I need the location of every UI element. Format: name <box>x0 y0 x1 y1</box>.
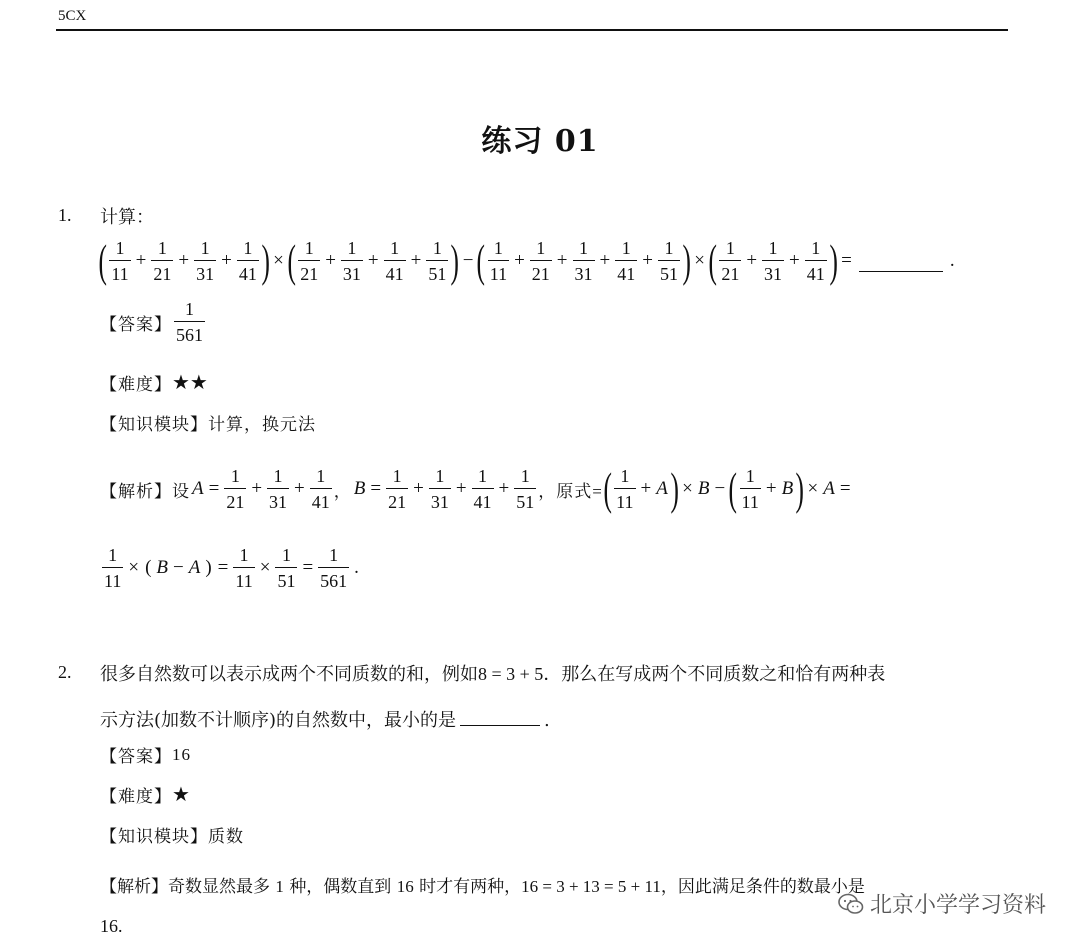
fraction: $\frac{1}{51}$ <box>516 465 535 513</box>
header-code: 5CX <box>58 8 87 24</box>
q2-difficulty <box>100 782 190 807</box>
fraction: $\frac{1}{51}$ <box>277 545 296 592</box>
fraction: $\frac{1}{21}$ <box>300 237 319 285</box>
fraction: $\frac{1}{31}$ <box>764 237 783 285</box>
fraction: $\frac{1}{41}$ <box>385 237 404 285</box>
q2-analysis-line1: 【解析】奇数显然最多 1 种，偶数直到 16 时才有两种，16 = 3 + 13 = 5 + 11，因此满足条件的数最小是 <box>100 877 865 897</box>
q2-line2: 示方法(加数不计顺序)的自然数中，最小的是 . <box>100 706 550 732</box>
fraction: $\frac{1}{41}$ <box>238 237 257 285</box>
module-text: 质数 <box>208 827 244 846</box>
fraction: $\frac{1}{21}$ <box>531 237 550 285</box>
star-icon: ★★ <box>172 372 208 394</box>
watermark <box>838 888 1046 919</box>
fraction: $\frac{1}{11}$ <box>616 465 634 513</box>
fraction: $\frac{1}{41}$ <box>806 237 825 285</box>
difficulty-label: 【难度】 <box>100 375 172 394</box>
paren-open: ( <box>476 235 486 286</box>
q1-analysis-line1: 【解析】 设 A = $\frac{1}{21}$ + $\frac{1}{31}$ + $\frac{1}{41}$ ， B = $\frac{1}{21}$ + $\frac{1}{31}$ + $\frac{1}{41}$ + $\frac{1}{51}$ ， 原式= ( $\frac{1}{11}$ + A ) × B − ( $\frac{1}{11}$ + B ) × A = <box>100 463 851 514</box>
fraction: $\frac{1}{41}$ <box>617 237 636 285</box>
header-rule <box>56 29 1008 31</box>
fraction: $\frac{1}{21}$ <box>388 465 407 513</box>
fraction: $\frac{1}{21}$ <box>153 237 172 285</box>
answer-label: 【答案】 <box>100 747 172 766</box>
paren-open: ( <box>287 235 296 286</box>
module-label: 【知识模块】 <box>100 415 208 434</box>
answer-value: 16 <box>172 744 191 764</box>
paren-open: ( <box>98 235 107 286</box>
q2-answer <box>100 742 191 767</box>
fraction: $\frac{1}{41}$ <box>473 465 492 513</box>
module-label: 【知识模块】 <box>100 827 208 846</box>
fraction: $\frac{1}{31}$ <box>574 237 593 285</box>
q2-number: 2. <box>58 662 72 682</box>
q1-prompt: 计算： <box>100 207 154 228</box>
fraction: $\frac{1}{11}$ <box>235 545 253 592</box>
difficulty-label: 【难度】 <box>100 787 172 806</box>
q1-expression: ( $\frac{1}{11}$ + $\frac{1}{21}$ + $\frac{1}{31}$ + $\frac{1}{41}$ ) × ( $\frac{1}{21}$ + $\frac{1}{31}$ + $\frac{1}{41}$ + $\frac{1}{51}$ ) − ( $\frac{1}{11}$ + $\frac{1}{21}$ + $\frac{1}{31}$ + $\frac{1}{41}$ + $\frac{1}{51}$ ) × ( $\frac{1}{21}$ + $\frac{1}{31}$ + $\frac{1}{41}$ ) = . <box>98 235 955 286</box>
q1-analysis-line2: $\frac{1}{11}$ × ( B − A ) = $\frac{1}{11}$ × $\frac{1}{51}$ = $\frac{1}{561}$ . <box>104 545 359 592</box>
fraction: $\frac{1}{11}$ <box>489 237 508 285</box>
paren-close: ) <box>450 235 460 286</box>
fraction: $\frac{1}{11}$ <box>111 237 129 285</box>
answer-label: 【答案】 <box>100 314 172 334</box>
paren-close: ) <box>261 235 270 286</box>
fraction: $\frac{1}{21}$ <box>226 465 245 513</box>
fraction: $\frac{1}{561}$ <box>320 545 348 592</box>
fraction: $\frac{1}{31}$ <box>196 237 215 285</box>
page-title: 练习 01 <box>481 124 599 159</box>
paren-close: ) <box>682 235 691 286</box>
answer-fraction: $\frac{1}{561}$ <box>176 299 203 346</box>
paren-close: ) <box>829 235 838 286</box>
q1-number: 1. <box>58 205 72 225</box>
fraction: $\frac{1}{51}$ <box>659 237 678 285</box>
answer-blank <box>859 251 943 272</box>
module-text: 计算，换元法 <box>208 415 316 434</box>
paren-open: ( <box>708 235 717 286</box>
analysis-label: 【解析】 <box>100 481 172 501</box>
fraction: $\frac{1}{31}$ <box>430 465 449 513</box>
fraction: $\frac{1}{31}$ <box>269 465 288 513</box>
star-icon: ★ <box>172 784 190 806</box>
q2-module <box>100 822 244 847</box>
q1-difficulty <box>100 370 208 395</box>
fraction: $\frac{1}{11}$ <box>741 465 759 513</box>
q1-answer <box>100 300 207 344</box>
answer-blank <box>460 707 540 726</box>
fraction: $\frac{1}{41}$ <box>311 465 330 513</box>
fraction: $\frac{1}{31}$ <box>342 237 361 285</box>
watermark-text: 北京小学学习资料 <box>869 893 1046 918</box>
q2-line1: 很多自然数可以表示成两个不同质数的和，例如8 = 3 + 5．那么在写成两个不同质数之和恰有两种表 <box>100 664 886 685</box>
q2-analysis-line2: 16. <box>100 916 123 936</box>
q1-module <box>100 410 316 435</box>
fraction: $\frac{1}{11}$ <box>104 545 122 592</box>
wechat-icon <box>838 893 864 915</box>
fraction: $\frac{1}{51}$ <box>428 237 447 285</box>
fraction: $\frac{1}{21}$ <box>721 237 740 285</box>
